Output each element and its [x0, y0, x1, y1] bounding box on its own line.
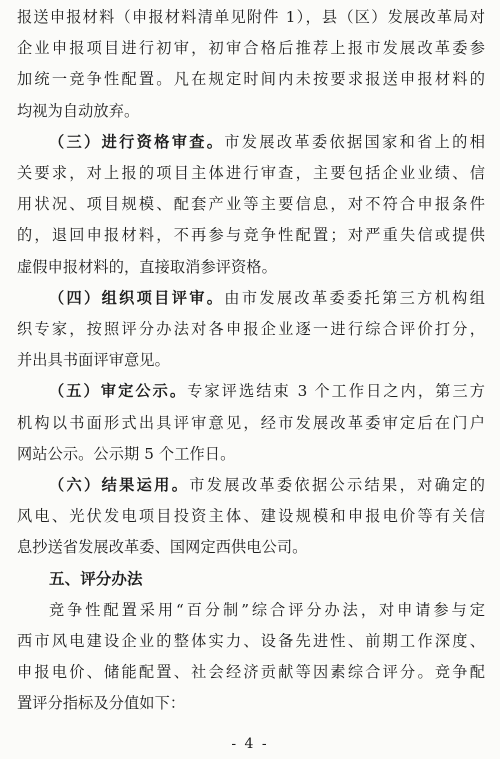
body-line: 用状况、项目规模、配套产业等主要信息，对不符合申报条件 [17, 195, 485, 214]
body-line: 织专家，按照评分办法对各申报企业逐一进行综合评价打分， [17, 320, 485, 338]
body-line: 置评分指标及分值如下： [17, 694, 186, 713]
body-line: 均视为自动放弃。 [17, 101, 140, 120]
section-3-heading: （三）进行资格审查。 [49, 132, 225, 151]
body-line: 风电、光伏发电项目投资主体、建设规模和申报电价等有关信 [17, 507, 485, 526]
body-line: 申报电价、储能配置、社会经济贡献等因素综合评分。竞争配 [17, 663, 485, 682]
body-line: 关要求，对上报的项目主体进行审查，主要包括企业业绩、信 [17, 164, 485, 182]
body-line: 竞争性配置采用“百分制”综合评分办法，对申请参与定 [49, 600, 485, 619]
section-4-heading: （四）组织项目评审。 [49, 288, 225, 307]
body-line: 网站公示。公示期 5 个工作日。 [17, 444, 236, 463]
body-line: 西市风电建设企业的整体实力、设备先进性、前期工作深度、 [17, 632, 485, 650]
body-line: 并出具书面评审意见。 [17, 351, 170, 370]
body-line: 虚假申报材料的，直接取消参评资格。 [17, 257, 277, 276]
section-4-line: （四）组织项目评审。由市发展改革委委托第三方机构组 [49, 288, 485, 307]
section-5-line: （五）审定公示。专家评选结束 3 个工作日之内，第三方 [49, 382, 485, 401]
body-line: 的，退回申报材料，不再参与竞争性配置；对严重失信或提供 [17, 226, 485, 245]
body-line: 加统一竞争性配置。凡在规定时间内未按要求报送申报材料的 [17, 70, 485, 89]
section-6-heading: （六）结果运用。 [49, 476, 190, 494]
body-line: 企业申报项目进行初审，初审合格后推荐上报市发展改革委参 [17, 39, 485, 58]
body-line: 报送申报材料（申报材料清单见附件 1），县（区）发展改革局对 [17, 8, 485, 26]
section-3-line: （三）进行资格审查。市发展改革委依据国家和省上的相 [49, 132, 485, 151]
body-line: 机构以书面形式出具评审意见，经市发展改革委审定后在门户 [17, 413, 485, 432]
section-6-line: （六）结果运用。市发展改革委依据公示结果，对确定的 [49, 476, 485, 494]
body-line: 息抄送省发展改革委、国网定西供电公司。 [17, 538, 308, 557]
page-number: - 4 - [231, 736, 269, 752]
section-5-heading: （五）审定公示。 [49, 382, 188, 401]
chapter-5-heading: 五、评分办法 [49, 568, 143, 588]
